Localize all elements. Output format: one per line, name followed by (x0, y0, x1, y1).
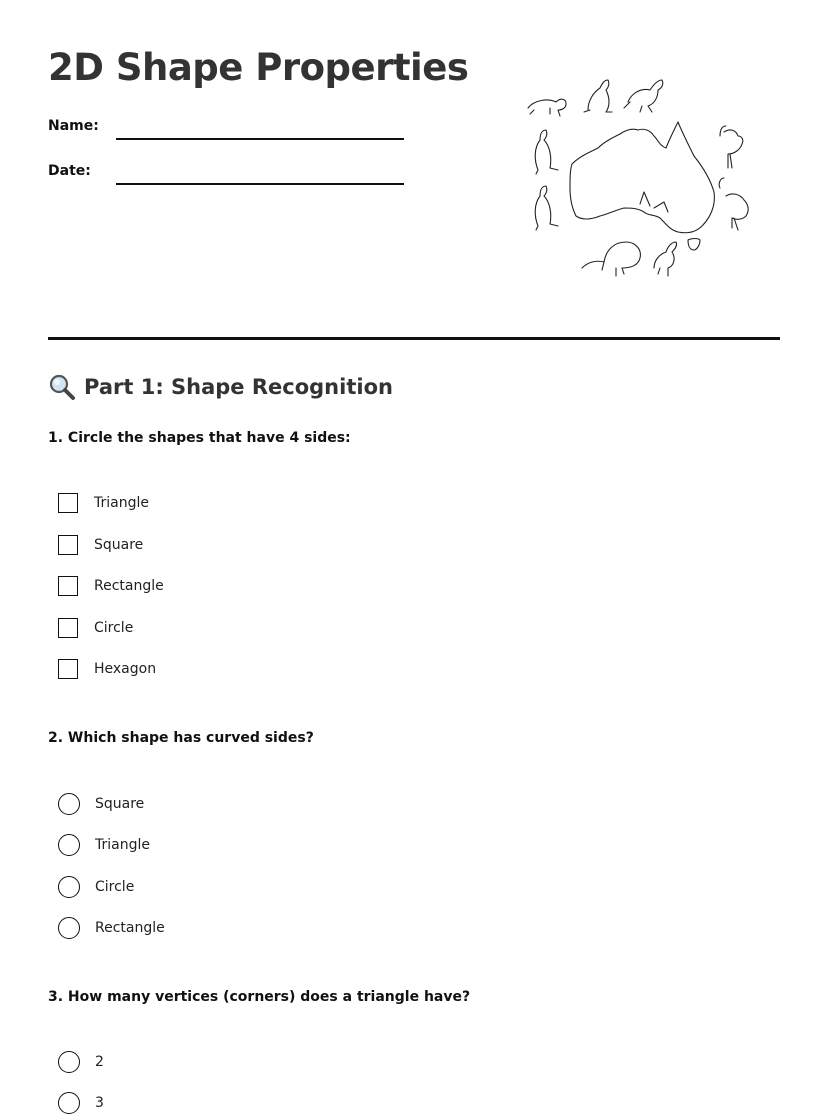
radio-button[interactable] (58, 1051, 80, 1073)
option-label: Rectangle (95, 920, 165, 936)
radio-button[interactable] (58, 917, 80, 939)
option-label: Circle (95, 879, 135, 895)
q2-option-square[interactable] (58, 792, 144, 816)
checkbox[interactable] (58, 618, 78, 638)
option-label: Hexagon (94, 661, 157, 677)
q1-option-triangle[interactable] (58, 491, 149, 515)
q3-option-3[interactable] (58, 1091, 104, 1115)
radio-button[interactable] (58, 834, 80, 856)
section-divider (48, 337, 780, 340)
date-label: Date: (48, 163, 91, 179)
checkbox[interactable] (58, 576, 78, 596)
name-label: Name: (48, 118, 99, 134)
question-3: 3. How many vertices (corners) does a triangle have? (48, 989, 471, 1005)
option-label: 3 (95, 1095, 104, 1111)
q1-option-hexagon[interactable] (58, 657, 156, 681)
option-label: 2 (95, 1054, 104, 1070)
q2-option-triangle[interactable] (58, 833, 150, 857)
option-label: Triangle (95, 837, 150, 853)
checkbox[interactable] (58, 493, 78, 513)
q3-option-2[interactable] (58, 1050, 104, 1074)
magnifier-icon (48, 373, 76, 401)
australia-animals-map-icon (520, 68, 760, 278)
checkbox[interactable] (58, 659, 78, 679)
radio-button[interactable] (58, 876, 80, 898)
checkbox[interactable] (58, 535, 78, 555)
q2-option-rectangle[interactable] (58, 916, 165, 940)
option-label: Rectangle (94, 578, 164, 594)
q1-option-circle[interactable] (58, 616, 133, 640)
section-title: Part 1: Shape Recognition (84, 375, 393, 399)
q1-option-rectangle[interactable] (58, 574, 164, 598)
q1-option-square[interactable] (58, 533, 143, 557)
option-label: Triangle (94, 495, 149, 511)
date-line[interactable] (116, 183, 404, 185)
radio-button[interactable] (58, 1092, 80, 1114)
section-heading (48, 373, 393, 401)
option-label: Square (95, 796, 145, 812)
worksheet-title: 2D Shape Properties (48, 46, 469, 89)
option-label: Circle (94, 620, 134, 636)
question-2: 2. Which shape has curved sides? (48, 730, 314, 746)
name-line[interactable] (116, 138, 404, 140)
question-1: 1. Circle the shapes that have 4 sides: (48, 430, 351, 446)
option-label: Square (94, 537, 144, 553)
q2-option-circle[interactable] (58, 875, 134, 899)
radio-button[interactable] (58, 793, 80, 815)
